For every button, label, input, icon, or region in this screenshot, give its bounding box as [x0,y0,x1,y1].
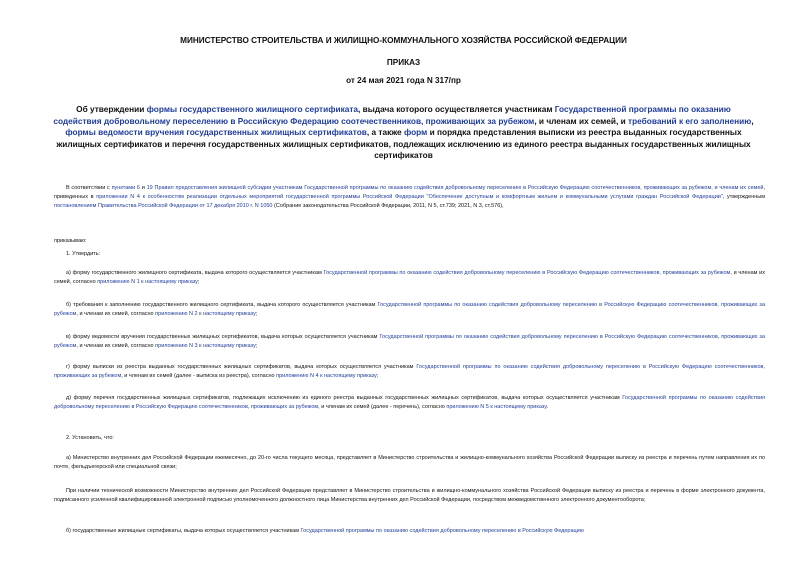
link-points-6[interactable]: пунктами 6 [111,185,140,191]
paragraph-text: б) требования к заполнению государственного жилищного сертификата, выдача которого осуществляется участникам [66,302,378,308]
item-g-paragraph [54,363,765,381]
title-link-state-program[interactable]: Государственной программы по оказанию содействия добровольному переселению в Российскую Федерацию соотечественников, проживающих за рубежом [53,104,731,126]
title-text: , а также [366,127,404,138]
ministry-name: МИНИСТЕРСТВО СТРОИТЕЛЬСТВА И ЖИЛИЩНО-КОММУНАЛЬНОГО ХОЗЯЙСТВА РОССИЙСКОЙ ФЕДЕРАЦИИ [180,36,627,45]
item2-a-paragraph: а) Министерство внутренних дел Российской Федерации ежемесячно, до 20-го числа текущего месяца, представляет в Министерство строительства и жилищно-коммунального хозяйства Российской Федерации выписку из реестра и перечень путем направления их по почте, фельдъегерской или специальной связи; [54,455,765,470]
paragraph-text: , приведенных в [54,185,765,200]
document-title [52,104,755,162]
link-state-program[interactable]: Государственной программы по оказанию содействия добровольному переселению в Российскую Федерацию соотечественников, проживающих за рубежом [54,334,765,349]
link-appendix-4-order[interactable]: приложению N 4 к настоящему приказу [276,373,377,379]
title-link-forms[interactable]: форм [403,127,428,138]
paragraph-text: г) форму выписки из реестра выданных государственных жилищных сертификатов, выдача которых осуществляется участникам [66,364,417,370]
link-appendix-2[interactable]: приложению N 2 к настоящему приказу [155,311,256,317]
title-text: и порядка представления выписки из реестра выданных государственных жилищных сертификатов и перечня государственных жилищных сертификатов, подлежащих исключению из единого реестра выданных государственных жилищных сертификатов [56,127,751,161]
title-link-certificate-form[interactable]: формы государственного жилищного сертификата [146,104,359,114]
title-text: , и членам их семей, и [534,115,628,126]
paragraph-text: , и членам их семей, согласно [76,343,156,349]
paragraph-text: а) форму государственного жилищного сертификата, выдача которого осуществляется участникам [66,270,324,276]
title-link-requirements[interactable]: требований к его заполнению [628,115,752,126]
link-state-program[interactable]: Государственной программы по оказанию содействия добровольному переселению в Российскую Федерацию соотечественников, проживающих за рубежом [54,364,765,379]
paragraph-text: . [546,404,549,410]
paragraph-text: в) форму ведомости вручения государственных жилищных сертификатов, выдача которых осуществляется участникам [66,334,380,340]
link-state-program[interactable]: Государственной программы по оказанию содействия добровольному переселению в Российскую Федерацию [300,528,584,534]
prikazyvayu-text: приказываю: [54,238,87,244]
link-state-program[interactable]: Государственной программы по оказанию содействия добровольному переселению в Российскую Федерацию соотечественников, проживающих за рубежом [54,302,766,317]
paragraph-text: , утвержденным [722,194,766,200]
title-text: Об утверждении [76,104,147,114]
paragraph-text: (Собрание законодательства Российской Федерации, 2011, N 5, ст.739; 2021, N 3, ст.576), [272,203,504,209]
title-link-statement-form[interactable]: формы ведомости вручения государственных жилищных сертификатов [65,127,367,138]
title-text: , [751,115,754,126]
paragraph-text: , и членам их семей, согласно [54,270,765,285]
document-type: ПРИКАЗ [386,58,421,67]
paragraph-text: В соответствии с [66,185,112,191]
link-government-decree[interactable]: постановлением Правительства Российской Федерации от 17 декабря 2010 г. N 1050 [54,203,273,209]
item-d-paragraph [54,394,765,412]
paragraph-text: ; [376,373,379,379]
link-state-program[interactable]: Государственной программы по оказанию содействия добровольному переселению в Российскую Федерацию соотечественников, проживающих за рубежом [323,270,731,276]
paragraph-text: , и членам их семей (далее - выписка из реестра), согласно [121,373,277,379]
item2-tech-paragraph: При наличии технической возможности Министерство внутренних дел Российской Федерации представляет в Министерство строительства и жилищно-коммунального хозяйства Российской Федерации выписку из реестра и перечень в форме электронного документа, подписанного усиленной квалифицированной электронной подписью уполномоченного должностного лица Министерства внутренних дел Российской Федерации, посредством межведомственного электронного документооборота; [54,488,765,503]
paragraph-text: д) форму перечня государственных жилищных сертификатов, подлежащих исключению из единого реестра выданных государственных жилищных сертификатов, выдача которых осуществляется участникам [66,395,623,401]
link-appendix-3[interactable]: приложению N 3 к настоящему приказу [155,343,256,349]
item-v-paragraph [54,333,765,351]
paragraph-text: и [140,185,147,191]
item-b-paragraph [54,301,765,319]
link-appendix-1[interactable]: приложению N 1 к настоящему приказу [97,279,198,285]
paragraph-text: ; [255,343,258,349]
paragraph-text: , и членам их семей (далее - перечень), согласно [318,404,447,410]
title-text: , выдача которого осуществляется участникам [358,104,555,114]
item-a-paragraph [54,269,765,287]
item2-b-paragraph [54,527,765,536]
document-date-number: от 24 мая 2021 года N 317/пр [346,76,461,85]
paragraph-text: ; [197,279,200,285]
paragraph-text: , и членам их семей, согласно [76,311,156,317]
link-appendix-4[interactable]: приложении N 4 к особенностям реализации отдельных мероприятий государственной программы Российской Федерации "Обеспечение доступным и комфортным жильем и коммунальными услугами граждан Российской Федерации" [96,194,723,200]
paragraph-text: б) государственные жилищные сертификаты, выдача которых осуществляется участникам [66,528,301,534]
paragraph-text: ; [255,311,258,317]
intro-paragraph [54,184,765,211]
link-appendix-5[interactable]: приложению N 5 к настоящему приказу [446,404,547,410]
link-state-program[interactable]: Государственной программы по оказанию содействия добровольному переселению в Российскую Федерацию соотечественников, проживающих за рубежом [54,395,766,410]
link-point-19-rules[interactable]: 19 Правил предоставления жилищной субсидии участникам Государственной программы по оказанию содействия добровольному переселению в Российскую Федерацию соотечественников, проживающих за рубежом, и членам их семей [146,185,764,191]
establish-heading: 2. Установить, что: [66,435,114,441]
approve-heading: 1. Утвердить: [66,251,101,257]
